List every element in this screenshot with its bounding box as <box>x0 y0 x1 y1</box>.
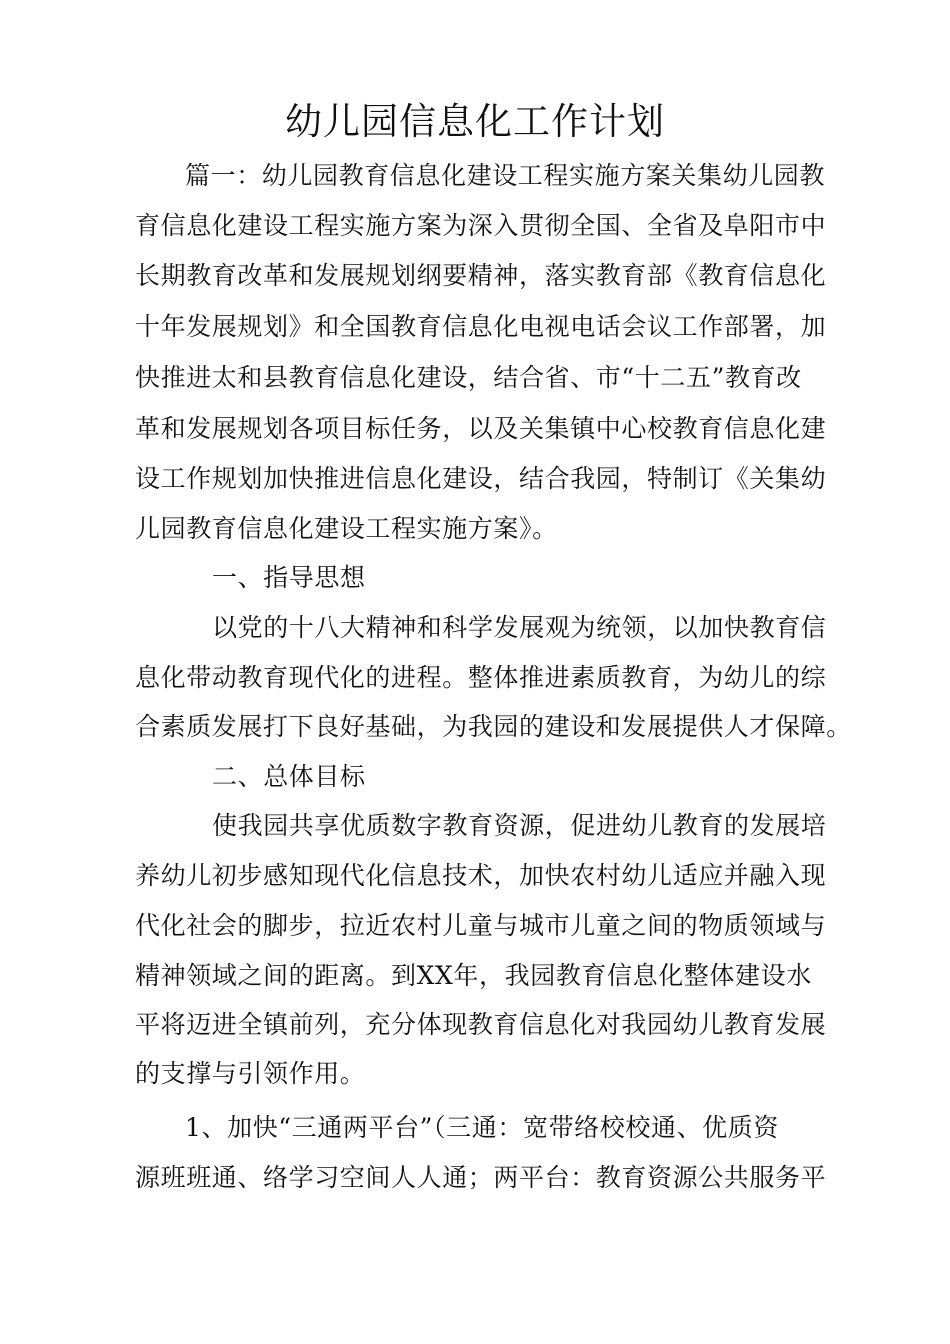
text-line: 快推进太和县教育信息化建设，结合省、市“十二五”教育改 <box>135 363 802 392</box>
document-title: 幼儿园信息化工作计划 <box>285 100 665 143</box>
text-line: 1、加快“三通两平台”（三通：宽带络校校通、优质资 <box>185 1113 779 1142</box>
text-line: 革和发展规划各项目标任务，以及关集镇中心校教育信息化建 <box>135 414 827 443</box>
text-line: 的支撑与引领作用。 <box>135 1059 366 1088</box>
text-line: 以党的十八大精神和科学发展观为统领，以加快教育信 <box>212 613 827 642</box>
section-heading: 一、指导思想 <box>212 563 366 592</box>
text-line: 育信息化建设工程实施方案为深入贯彻全国、全省及阜阳市中 <box>135 211 827 240</box>
text-line: 养幼儿初步感知现代化信息技术，加快农村幼儿适应并融入现 <box>135 861 827 890</box>
text-line: 十年发展规划》和全国教育信息化电视电话会议工作部署，加 <box>135 312 827 341</box>
text-line: 平将迈进全镇前列，充分体现教育信息化对我园幼儿教育发展 <box>135 1010 827 1039</box>
text-line: 代化社会的脚步，拉近农村儿童与城市儿童之间的物质领域与 <box>135 911 827 940</box>
text-line: 篇一：幼儿园教育信息化建设工程实施方案关集幼儿园教 <box>185 161 826 190</box>
text-line: 儿园教育信息化建设工程实施方案》。 <box>135 514 558 543</box>
text-line: 使我园共享优质数字教育资源，促进幼儿教育的发展培 <box>212 811 827 840</box>
text-line: 息化带动教育现代化的进程。整体推进素质教育，为幼儿的综 <box>135 663 827 692</box>
text-line: 精神领域之间的距离。到XX年，我园教育信息化整体建设水 <box>135 961 812 990</box>
text-line: 合素质发展打下良好基础，为我园的建设和发展提供人才保障。 <box>135 712 852 741</box>
section-heading: 二、总体目标 <box>212 762 366 791</box>
text-line: 源班班通、络学习空间人人通；两平台：教育资源公共服务平 <box>135 1163 827 1192</box>
text-line: 设工作规划加快推进信息化建设，结合我园，特制订《关集幼 <box>135 464 827 493</box>
text-line: 长期教育改革和发展规划纲要精神，落实教育部《教育信息化 <box>135 261 827 290</box>
